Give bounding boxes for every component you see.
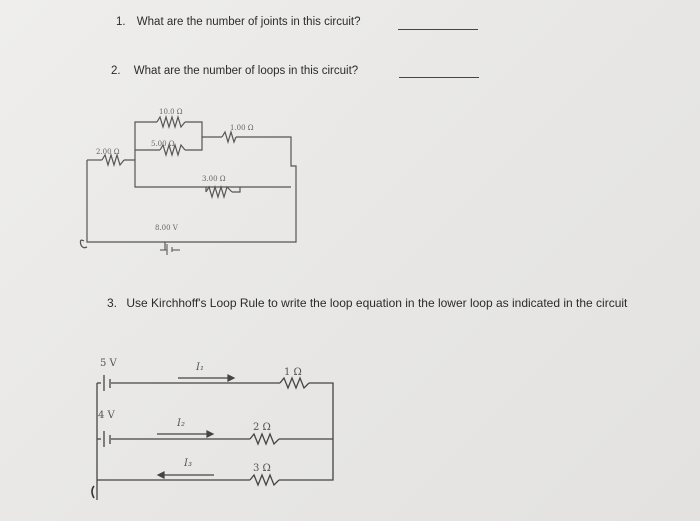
c1-r-top-label: 10.0 Ω xyxy=(159,108,183,116)
c2-r-top-label: 1 Ω xyxy=(284,367,302,378)
c1-battery-label: 8.00 V xyxy=(155,224,178,232)
c1-r-center-label: 3.00 Ω xyxy=(202,175,226,183)
c2-emf-mid-label: 4 V xyxy=(98,410,115,421)
c2-emf-top-label: 5 V xyxy=(100,358,117,369)
c2-current-3-label: I₃ xyxy=(184,458,192,469)
question-3-number: 3. xyxy=(107,296,118,310)
question-1-number: 1. xyxy=(116,16,126,28)
question-1-text: What are the number of joints in this circuit? xyxy=(136,16,361,28)
bracket-mark-icon xyxy=(92,486,94,498)
question-2-text: What are the number of loops in this circuit? xyxy=(133,65,359,77)
c2-current-1-label: I₁ xyxy=(196,362,204,373)
c1-r-left-label: 2.00 Ω xyxy=(96,148,120,156)
c2-r-mid-label: 2 Ω xyxy=(253,422,271,433)
c2-r-bottom-label: 3 Ω xyxy=(253,463,271,474)
question-2-number: 2. xyxy=(111,65,121,77)
question-3-text: Use Kirchhoff's Loop Rule to write the loop equation in the lower loop as indicated in the circuit xyxy=(126,296,628,310)
c2-current-2-label: I₂ xyxy=(177,418,185,429)
c1-r-right-label: 1.00 Ω xyxy=(230,124,254,132)
c1-r-mid-label: 5.00 Ω xyxy=(151,140,175,148)
